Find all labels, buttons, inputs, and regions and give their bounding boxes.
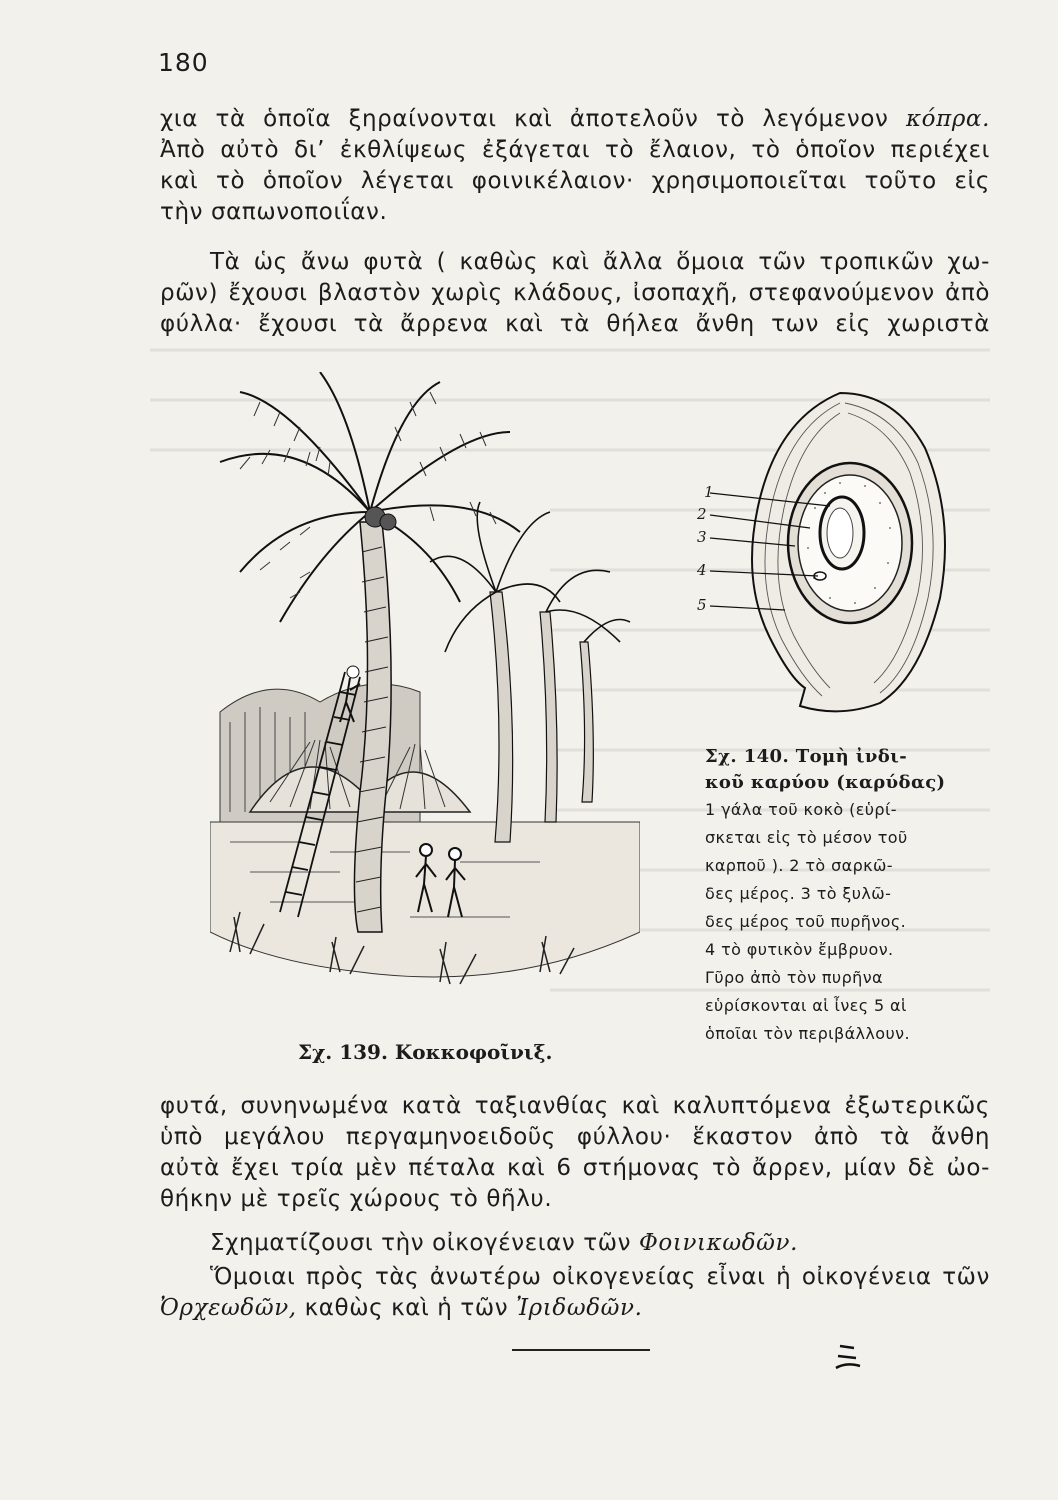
- text-line: Ὅμοιαι πρὸς τὰς ἀνωτέρω οἰκογενείας εἶναι ἡ οἰκογένεια τῶν: [210, 1264, 990, 1290]
- end-rule: [512, 1349, 650, 1351]
- family-name: Φοινικωδῶν.: [638, 1230, 799, 1256]
- caption-line: Γῦρο ἀπὸ τὸν πυρῆνα: [705, 968, 883, 987]
- caption-line: εὑρίσκονται αἱ ἶνες 5 αἱ: [705, 996, 907, 1015]
- text-line: Ὀρχεωδῶν, καθὼς καὶ ἡ τῶν Ἰριδωδῶν.: [160, 1295, 643, 1321]
- caption-line: 1 γάλα τοῦ κοκὸ (εὑρί-: [705, 800, 897, 819]
- text-line: καὶ τὸ ὁποῖον λέγεται φοινικέλαιον· χρησιμοποιεῖται τοῦτο εἰς: [160, 168, 990, 194]
- page-number: 180: [158, 48, 209, 77]
- text-line: χια τὰ ὁποῖα ξηραίνονται καὶ ἀποτελοῦν τὸ λεγόμενον κόπρα.: [160, 106, 990, 132]
- caption-line: καρποῦ ). 2 τὸ σαρκῶ-: [705, 856, 893, 875]
- paragraph-family: [160, 1228, 990, 1259]
- paragraph-plants: [160, 247, 990, 340]
- text-line: Τὰ ὡς ἄνω φυτὰ ( καθὼς καὶ ἄλλα ὅμοια τῶν τροπικῶν χω-: [210, 249, 990, 275]
- text-line: ρῶν) ἔχουσι βλαστὸν χωρὶς κλάδους, ἰσοπαχῆ, στεφανούμενον ἀπὸ: [160, 280, 990, 306]
- caption-line: 4 τὸ φυτικὸν ἔμβρυον.: [705, 940, 894, 959]
- text-line: Σχηματίζουσι τὴν οἰκογένειαν τῶν Φοινικωδῶν.: [210, 1230, 799, 1256]
- figure-140-label-3: 3: [697, 528, 707, 546]
- figure-140-label-1: 1: [704, 483, 714, 501]
- caption-line: ὁποῖαι τὸν περιβάλλουν.: [705, 1024, 910, 1043]
- figure-140-label-2: 2: [697, 505, 707, 523]
- figure-140-label-4: 4: [697, 561, 707, 579]
- coconut-cross-section-illustration: [690, 378, 960, 723]
- paragraph-bottom: [160, 1091, 990, 1215]
- figure-140-caption: [705, 744, 975, 1048]
- figure-140-caption-title: Σχ. 140. Τομὴ ἰνδι-: [705, 746, 908, 767]
- text-line: φύλλα· ἔχουσι τὰ ἄρρενα καὶ τὰ θήλεα ἄνθη των εἰς χωριστὰ: [160, 311, 990, 337]
- coconut-palm-illustration: [210, 372, 640, 1032]
- paragraph-similar: [160, 1262, 990, 1324]
- caption-line: σκεται εἰς τὸ μέσον τοῦ: [705, 828, 908, 847]
- paragraph-top: [160, 104, 990, 228]
- figure-139-caption: Σχ. 139. Κοκκοφοῖνιξ.: [298, 1040, 553, 1064]
- text-line: αὐτὰ ἔχει τρία μὲν πέταλα καὶ 6 στήμονας τὸ ἄρρεν, μίαν δὲ ὠο-: [160, 1155, 990, 1181]
- text-line: φυτά, συνηνωμένα κατὰ ταξιανθίας καὶ καλυπτόμενα ἐξωτερικῶς: [160, 1093, 990, 1119]
- text-line: ὑπὸ μεγάλου περγαμηνοειδοῦς φύλλου· ἕκαστον ἀπὸ τὰ ἄνθη: [160, 1124, 990, 1150]
- text-line: Ἀπὸ αὐτὸ δι’ ἐκθλίψεως ἐξάγεται τὸ ἔλαιον, τὸ ὁποῖον περιέχει: [160, 137, 990, 163]
- figure-140-caption-title: κοῦ καρύου (καρύδας): [705, 772, 946, 793]
- figure-140-label-5: 5: [697, 596, 707, 614]
- caption-line: δες μέρος. 3 τὸ ξυλῶ-: [705, 884, 892, 903]
- text-line: τὴν σαπωνοποιΐαν.: [160, 199, 388, 225]
- ink-mark: [828, 1340, 868, 1380]
- caption-line: δες μέρος τοῦ πυρῆνος.: [705, 912, 907, 931]
- text-line: θήκην μὲ τρεῖς χώρους τὸ θῆλυ.: [160, 1186, 553, 1212]
